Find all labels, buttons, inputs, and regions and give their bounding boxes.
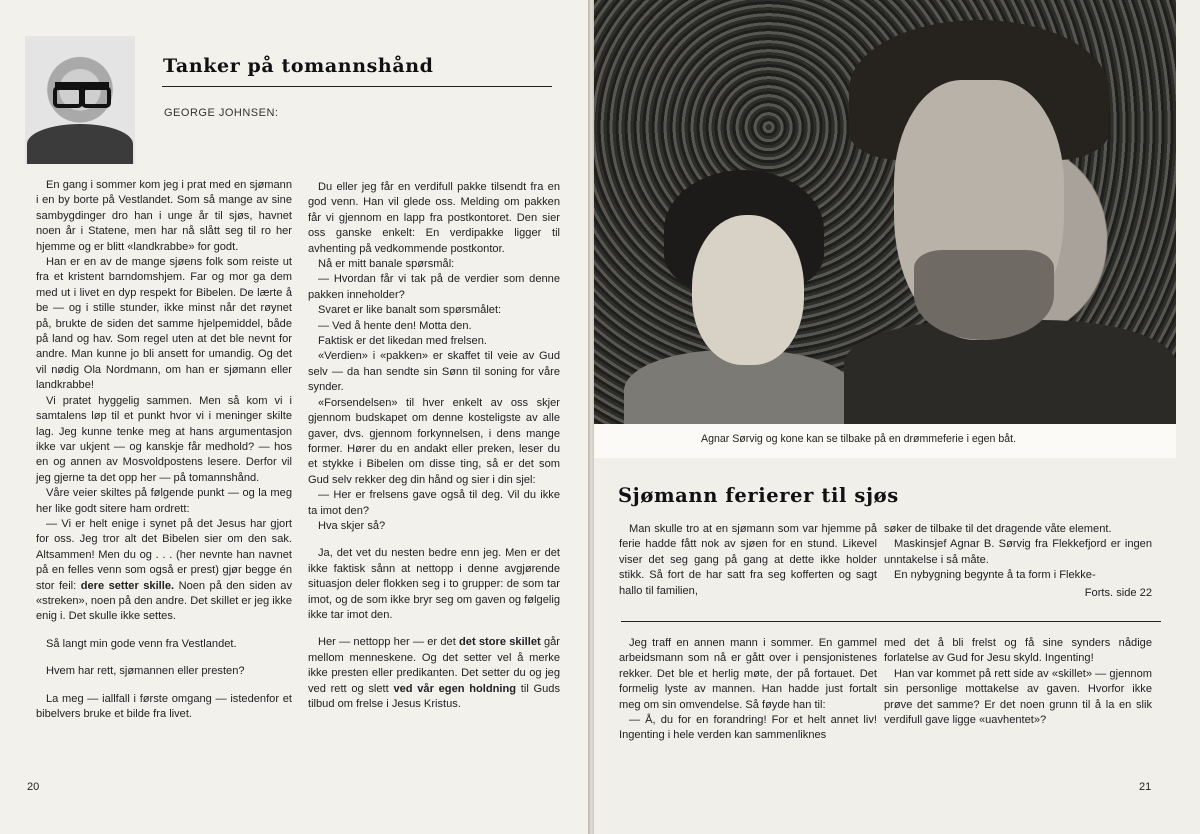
right-page <box>594 0 1200 834</box>
page-number-right: 21 <box>1139 781 1152 793</box>
right-column-4 <box>884 636 1152 728</box>
title-rule <box>162 86 552 87</box>
paragraph: Her — nettopp her — er det det store skillet går mellom menneskene. Og det setter vel å merke ikke presten eller predikanten. Det setter du og jeg ved rett og slett ved vår egen holdning til Guds tilbud om frelse i Jesus Kristus. <box>308 636 560 710</box>
paragraph: Svaret er like banalt som spørsmålet: <box>318 304 502 317</box>
paragraph: La meg — iallfall i første omgang — istedenfor et bibelvers bruke et bilde fra livet. <box>36 692 292 720</box>
article-title-2: Sjømann ferierer til sjøs <box>618 484 899 507</box>
paragraph: — Her er frelsens gave også til deg. Vil du ikke ta imot den? <box>308 489 560 517</box>
paragraph: Nå er mitt banale spørsmål: <box>318 258 455 271</box>
paragraph: Han er en av de mange sjøens folk som reiste ut fra et kristent barndomshjem. Far og mor ga dem med ut i livet en dyp respekt for Bibelen. De lærte å be — og i stille stunder, ikke minst når det røynet på, brukte de siden det samme hjelpemiddel, både på land og hav. Som regel uten at det ble nevnt for andre. Man kunne jo bli ansett for umandig. Og det vil nødig Ola Nordmann, om han er sjømann eller landkrabbe! <box>36 256 292 392</box>
author-byline: GEORGE JOHNSEN: <box>164 107 279 119</box>
paragraph: — Å, du for en forandring! For et helt annet liv! Ingenting i hele verden kan sammenliknes <box>619 714 877 742</box>
paragraph: «Verdien» i «pakken» er skaffet til veie av Gud selv — da han sendte sin Sønn til soning for våre synder. <box>308 350 560 394</box>
page-number-left: 20 <box>27 781 40 793</box>
glasses-icon <box>55 82 109 104</box>
continued-note: Forts. side 22 <box>1084 586 1152 599</box>
emphasis: dere setter skille. <box>80 579 175 592</box>
paragraph: med det å bli frelst og få sine synders nådige forlatelse av Gud for Jesu skyld. Ingenting! <box>884 637 1152 665</box>
paragraph: Hva skjer så? <box>318 519 386 532</box>
left-column-1 <box>36 178 292 722</box>
paragraph: «Forsendelsen» til hver enkelt av oss skjer gjennom budskapet om denne kosteligste av alle gaver, dvs. gjennom forkynnelsen, i dens mange former. Hører du en andakt eller preken, leser du et stykke i Bibelen om disse ting, så er det som Gud selv rekker deg din hånd og sier i din sjel: <box>308 396 560 486</box>
paragraph: Hvem har rett, sjømannen eller presten? <box>46 665 245 678</box>
photo-caption-bar <box>594 424 1176 458</box>
emphasis: det store skillet <box>459 636 541 649</box>
article-title: Tanker på tomannshånd <box>163 55 434 77</box>
paragraph: Man skulle tro at en sjømann som var hjemme på ferie hadde fått nok av sjøen for en stund. Likevel viser det seg gang på gang at dette ikke holder stikk. Så fort de har satt fra seg kofferten og sagt hallo til familien, <box>619 523 877 597</box>
right-column-3 <box>619 636 877 744</box>
paragraph: Faktisk er det likedan med frelsen. <box>318 335 487 348</box>
left-column-2 <box>308 180 560 712</box>
paragraph: Jeg traff en annen mann i sommer. En gammel arbeidsmann som nå er gått over i pensjonistenes rekker. Det ble et herlig møte, der på fortauet. Det formelig lyste av mannen. Han hadde just fortalt meg om sin omvendelse. Så føyde han til: <box>619 637 877 711</box>
paragraph: — Hvordan får vi tak på de verdier som denne pakken inneholder? <box>308 273 560 301</box>
couple-photo <box>594 0 1176 424</box>
paragraph: — Ved å hente den! Motta den. <box>318 319 472 332</box>
paragraph: Våre veier skiltes på følgende punkt — og la meg her like godt sitere ham ordrett: <box>36 487 292 515</box>
paragraph: Ja, det vet du nesten bedre enn jeg. Men er det ikke faktisk sånn at nettopp i denne avgjørende situasjon deler flokken seg i to grupper: de som tar imot, og de som ikke bryr seg om gaven og følgelig ikke tar imot den. <box>308 547 560 621</box>
paragraph: — Vi er helt enige i synet på det Jesus har gjort for oss. Jeg tror alt det Bibelen sier om den sak. Altsammen! Men du og . . . (her nevnte han navnet på en felles venn som også er prest) gjør begge én stor feil: dere setter skille. Noen på den siden av «streken», noen på den andre. Det skillet er jeg ikke enig i. Det skulle ikke settes. <box>36 517 292 623</box>
paragraph: Så langt min gode venn fra Vestlandet. <box>46 637 237 650</box>
paragraph: Maskinsjef Agnar B. Sørvig fra Flekkefjord er ingen unntakelse i så måte. <box>884 538 1152 566</box>
left-page <box>0 0 588 834</box>
section-rule <box>621 621 1161 622</box>
paragraph: Han var kommet på rett side av «skillet» — gjennom sin personlige mottakelse av gaven. Hvorfor ikke prøve det samme? Er det noen grunn til å la en slik verdifull gave ligge «uavhentet»? <box>884 667 1152 727</box>
paragraph: En nybygning begynte å ta form i Flekke- <box>894 569 1096 582</box>
photo-caption: Agnar Sørvig og kone kan se tilbake på en drømmeferie i egen båt. <box>701 433 1017 445</box>
emphasis: ved vår egen holdning <box>393 682 517 695</box>
paragraph: En gang i sommer kom jeg i prat med en sjømann i en by borte på Vestlandet. Som så mange av sine sambygdinger dro han i unge år til sjøs, havnet noen år i Statene, men har nå slått seg til ro her hjemme og er blitt «landkrabbe» for godt. <box>36 179 292 253</box>
right-column-1 <box>619 522 877 599</box>
paragraph: Du eller jeg får en verdifull pakke tilsendt fra en god venn. Han vil glede oss. Melding om pakken får vi gjennom en lapp fra postkontoret. Den sier oss ganske enkelt: En verdipakke ligger til avhenting på vedkommende postkontor. <box>308 181 560 255</box>
author-portrait <box>25 36 135 164</box>
right-column-2 <box>884 522 1152 601</box>
paragraph: Vi pratet hyggelig sammen. Men så kom vi i samtalens løp til et punkt hvor vi i meninger skilte lag. Jeg kunne tenke meg at hans argumentasjon ikke var ukjent — og kanskje får medhold? — hos en og annen av Mosvoldpostens lesere. Derfor vil jeg gjerne ta det opp her — på tomannshånd. <box>36 394 292 484</box>
paragraph: søker de tilbake til det dragende våte element. <box>884 523 1112 535</box>
